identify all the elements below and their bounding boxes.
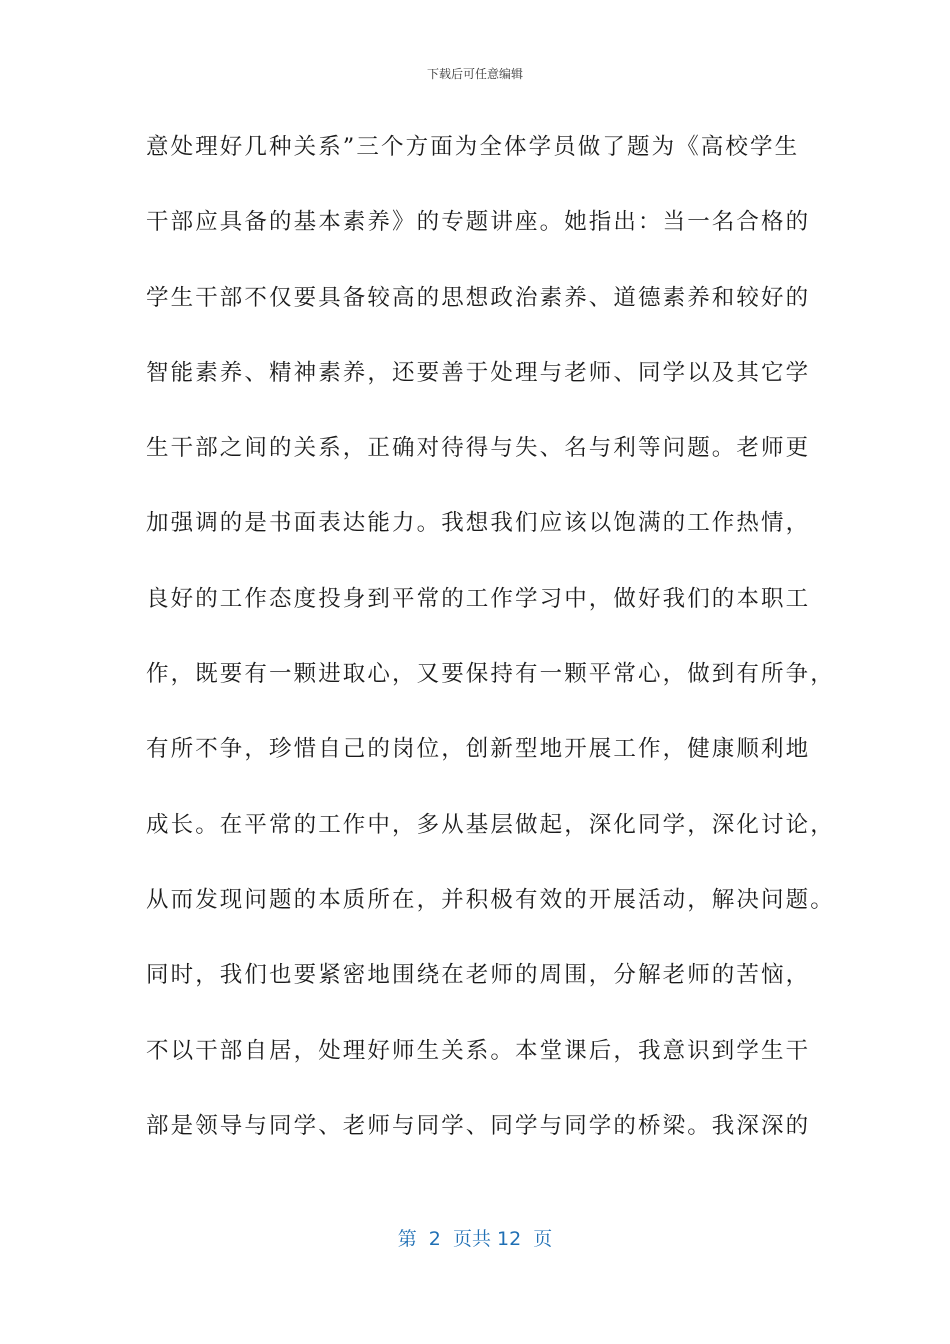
page-header: 下载后可任意编辑 <box>426 67 523 81</box>
text-line: 意处理好几种关系”三个方面为全体学员做了题为《高校学生 <box>146 134 800 160</box>
text-line: 成长。在平常的工作中，多从基层做起，深化同学，深化讨论， <box>146 811 835 838</box>
page-number-footer: 第 2 页共 12 页 <box>397 1228 553 1250</box>
text-line: 有所不争，珍惜自己的岗位，创新型地开展工作，健康顺利地 <box>146 736 811 763</box>
text-line: 同时，我们也要紧密地围绕在老师的周围，分解老师的苦恼， <box>146 962 811 989</box>
text-line: 学生干部不仅要具备较高的思想政治素养、道德素养和较好的 <box>146 284 811 311</box>
text-line: 不以干部自居，处理好师生关系。本堂课后，我意识到学生干 <box>146 1037 811 1064</box>
text-line: 从而发现问题的本质所在，并积极有效的开展活动，解决问题。 <box>146 886 835 913</box>
text-line: 智能素养、精神素养，还要善于处理与老师、同学以及其它学 <box>146 359 811 386</box>
text-line: 干部应具备的基本素养》的专题讲座。她指出：当一名合格的 <box>146 209 811 236</box>
text-line: 生干部之间的关系，正确对待得与失、名与利等问题。老师更 <box>146 435 811 462</box>
body-text <box>146 128 835 1182</box>
text-line: 良好的工作态度投身到平常的工作学习中，做好我们的本职工 <box>146 585 811 612</box>
text-line: 部是领导与同学、老师与同学、同学与同学的桥梁。我深深的 <box>146 1112 811 1139</box>
text-line: 作，既要有一颗进取心，又要保持有一颗平常心，做到有所争， <box>146 661 835 688</box>
text-line: 加强调的是书面表达能力。我想我们应该以饱满的工作热情， <box>146 510 811 537</box>
